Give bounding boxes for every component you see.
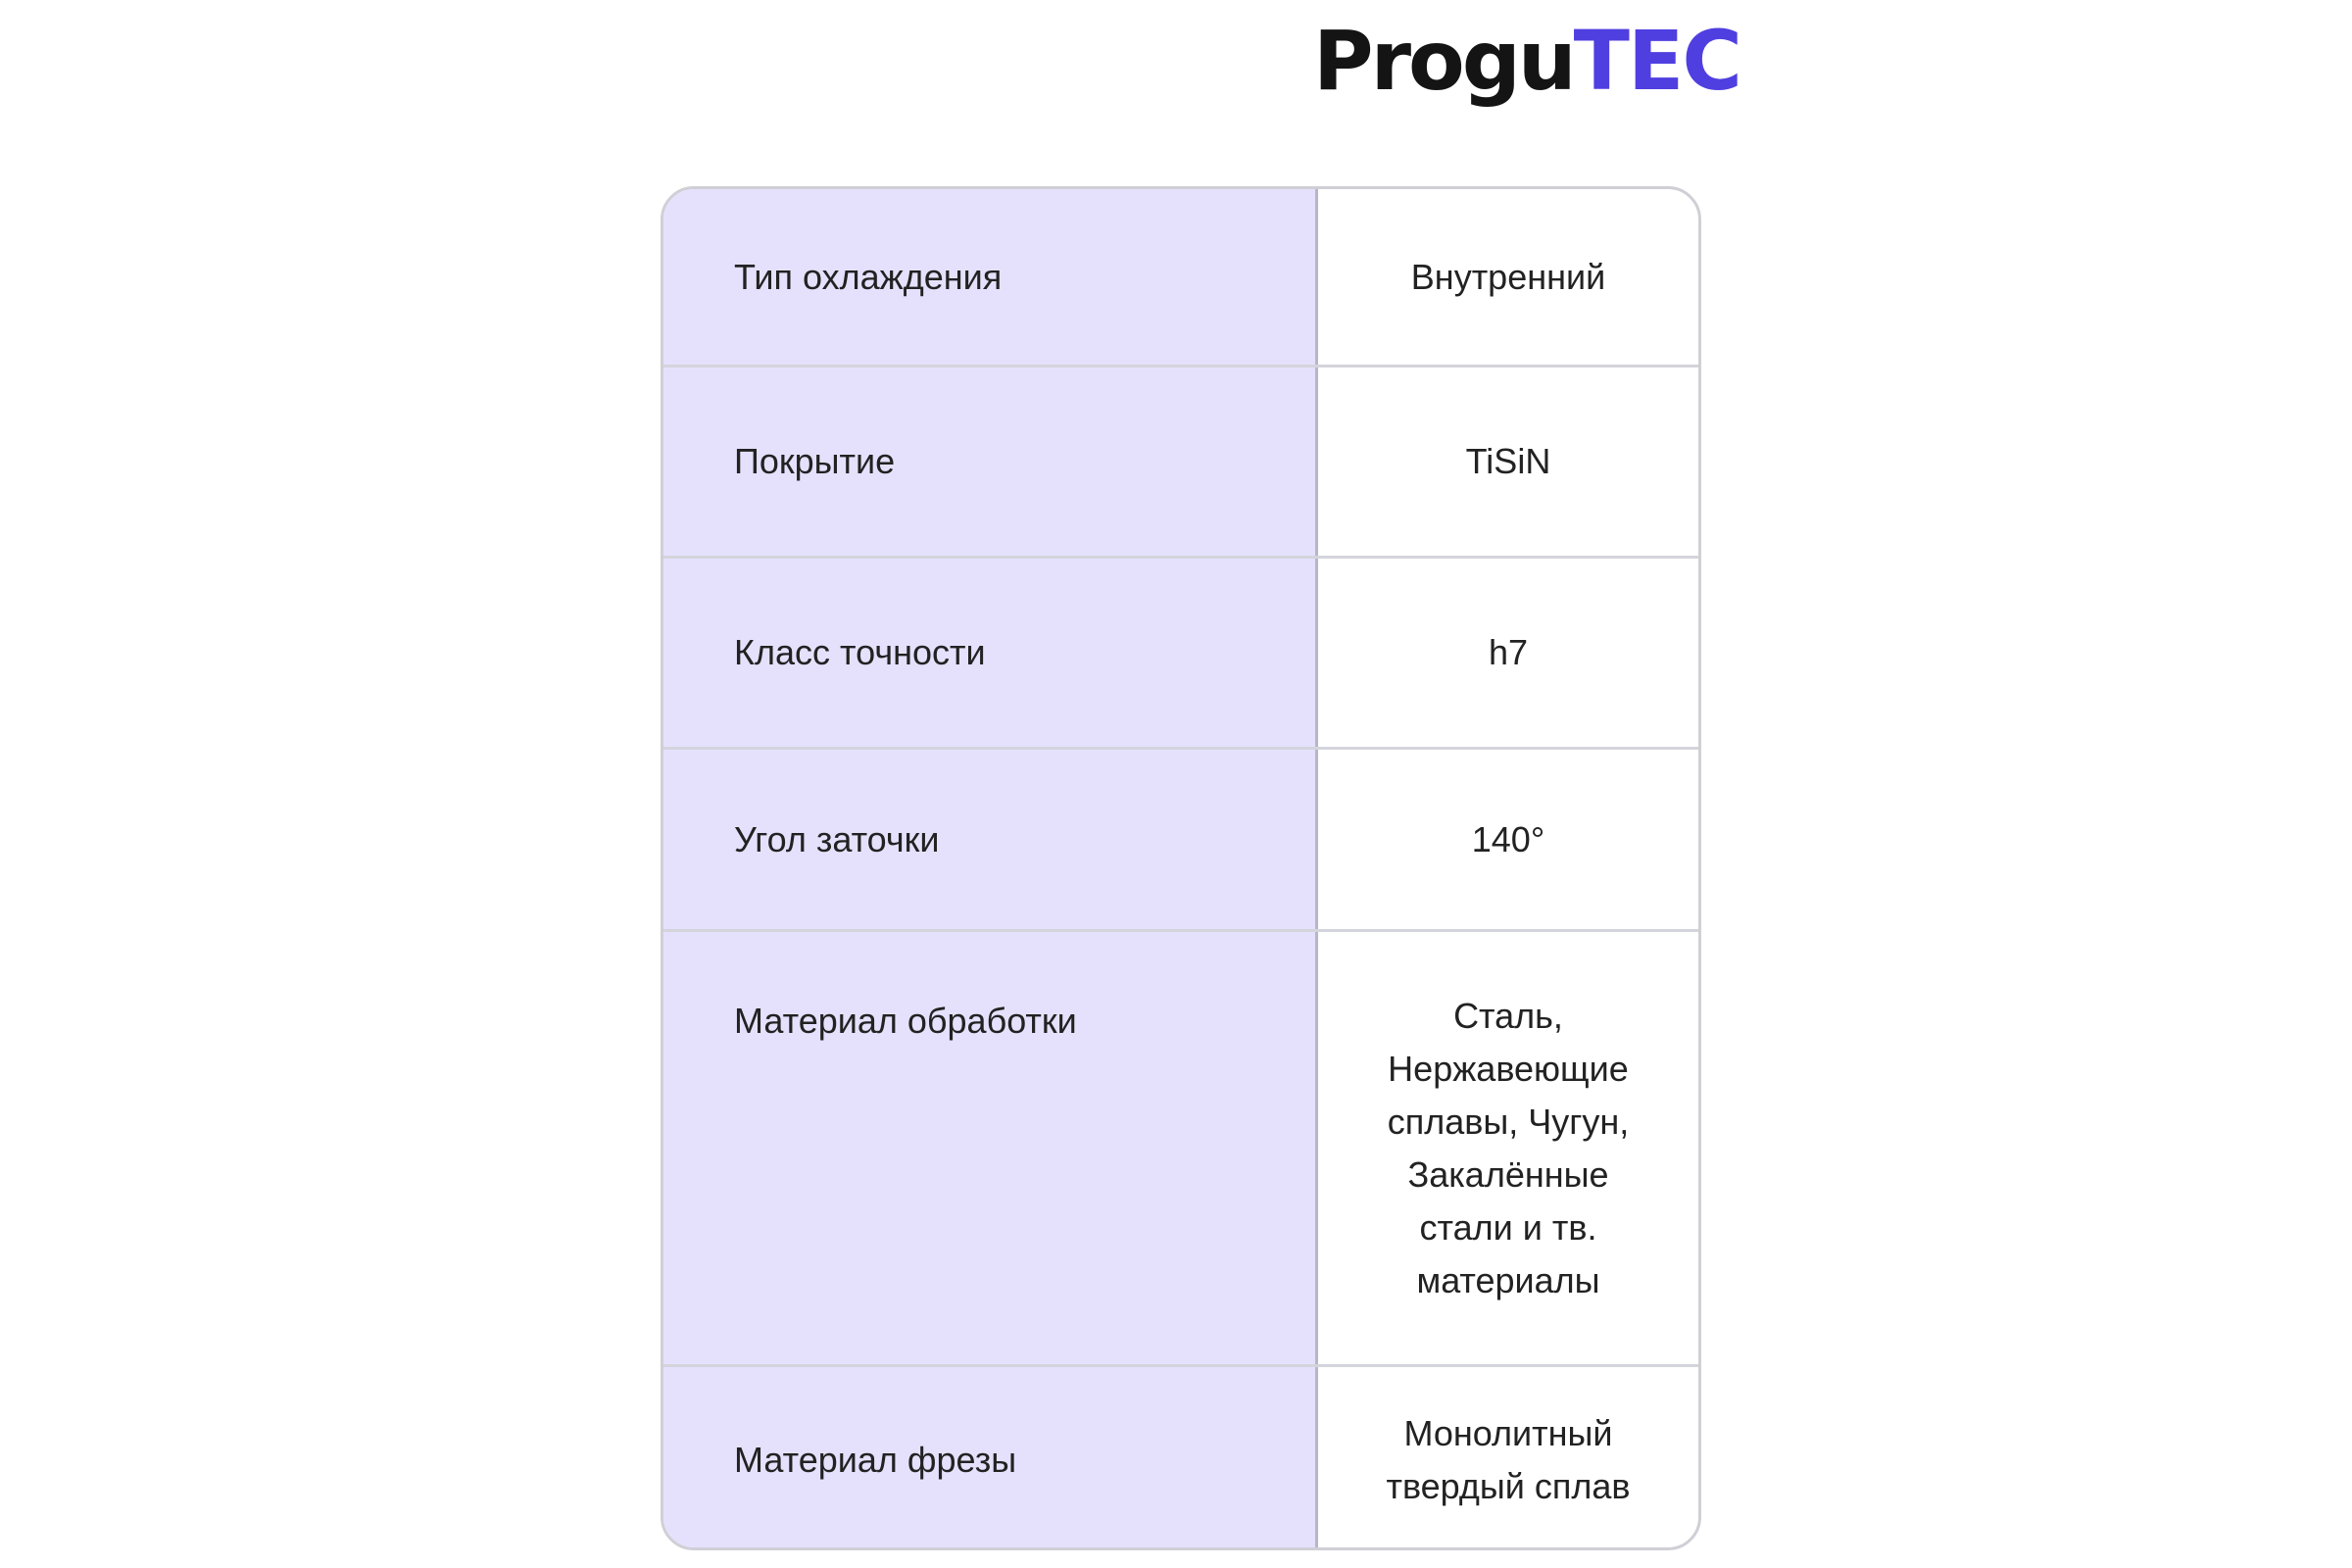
spec-value: TiSiN: [1465, 441, 1551, 481]
spec-value: [1318, 1367, 1698, 1550]
spec-row-workpiece-material: [663, 932, 1698, 1367]
spec-row-cooling-type: [663, 189, 1698, 368]
spec-label: Материал фрезы: [663, 1367, 1318, 1550]
spec-value: 140°: [1471, 818, 1545, 859]
spec-value-text: Монолитный твердый сплав: [1386, 1413, 1631, 1506]
specifications-table: [661, 186, 1701, 1550]
logo-text-tec: TEC: [1573, 13, 1740, 109]
spec-label: Материал обработки: [663, 932, 1318, 1364]
spec-value: Внутренний: [1410, 256, 1606, 297]
spec-value-text: Сталь, Нержавеющие сплавы, Чугун, Закалённые стали и тв. материалы: [1387, 995, 1630, 1300]
spec-value: [1318, 932, 1698, 1364]
brand-logo: [1313, 12, 1740, 110]
spec-row-cutter-material: [663, 1367, 1698, 1550]
spec-label: Покрытие: [663, 368, 1318, 556]
spec-value: h7: [1488, 632, 1529, 672]
spec-row-tolerance-class: [663, 559, 1698, 750]
logo-text-progu: Progu: [1313, 13, 1574, 109]
spec-row-point-angle: [663, 750, 1698, 932]
spec-label: Класс точности: [663, 559, 1318, 747]
spec-label: Тип охлаждения: [663, 189, 1318, 365]
spec-label: Угол заточки: [663, 750, 1318, 929]
spec-row-coating: [663, 368, 1698, 559]
